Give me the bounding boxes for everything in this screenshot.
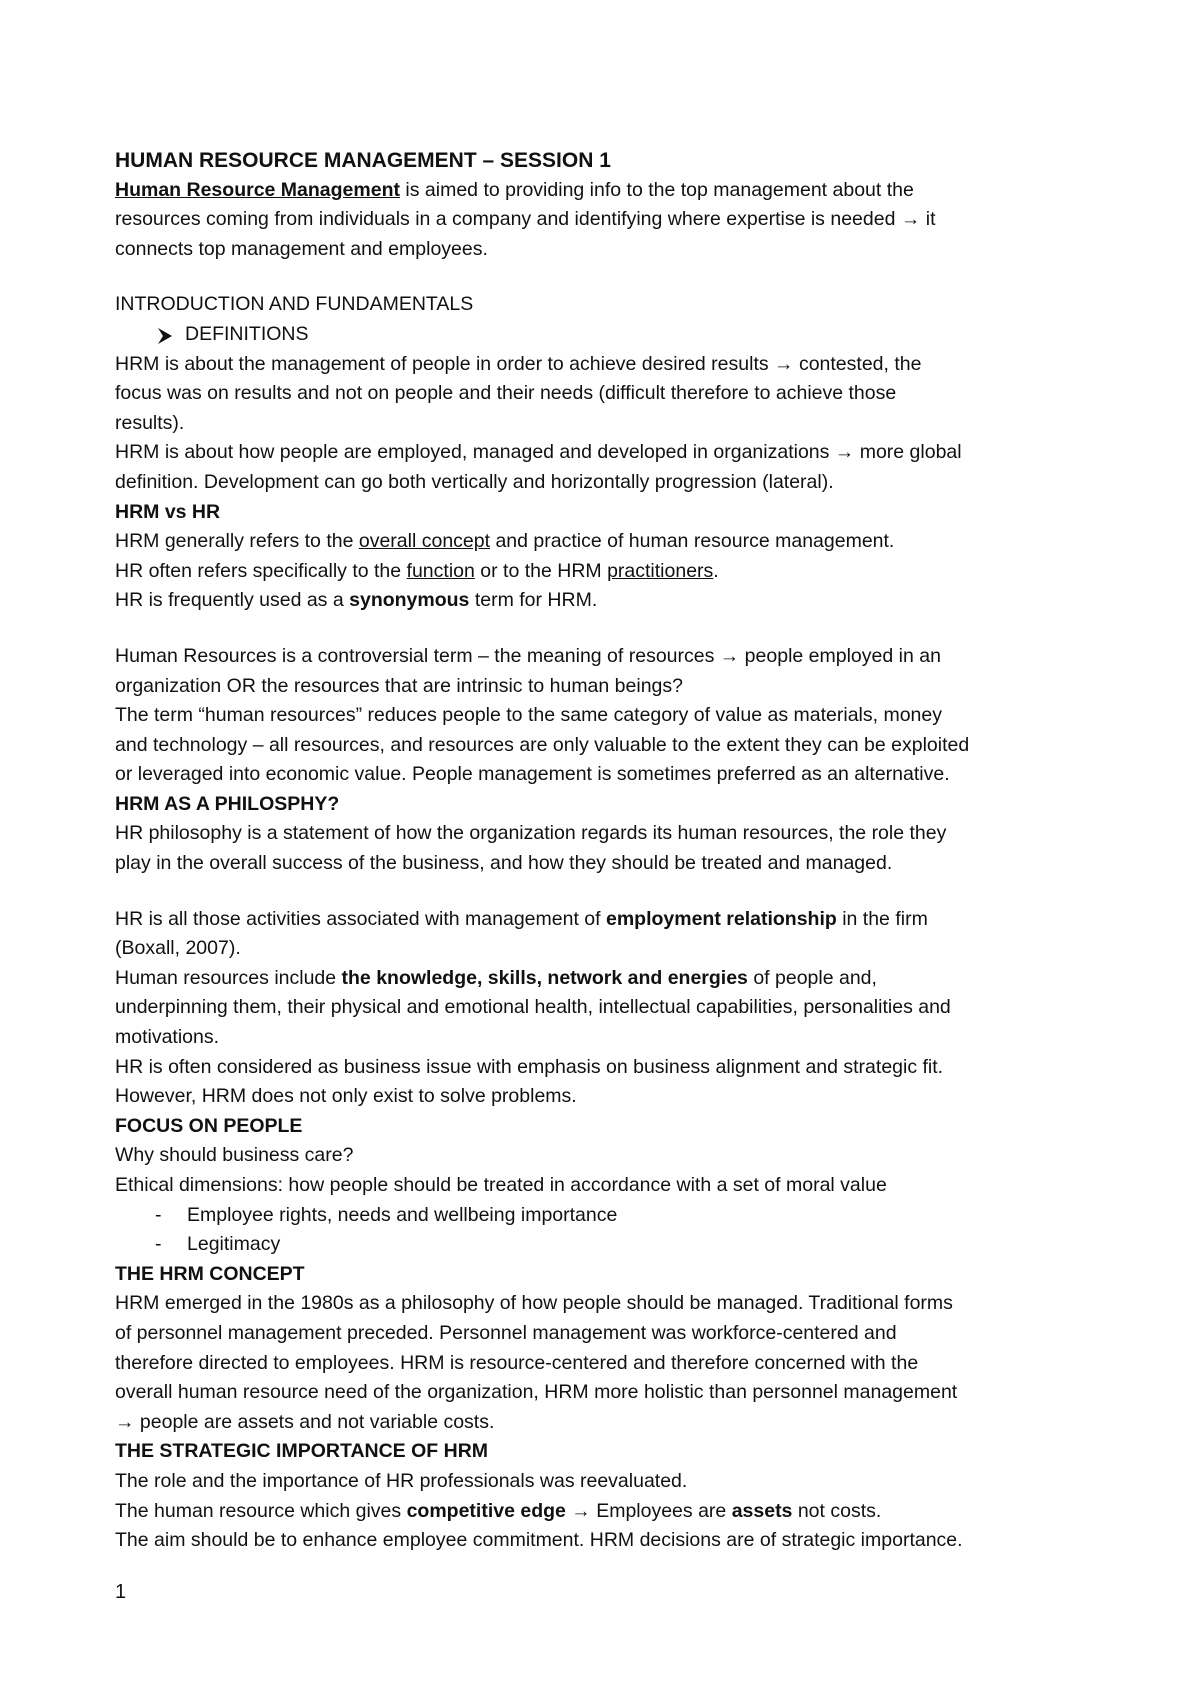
focus-line-2: Ethical dimensions: how people should be treated in accordance with a set of moral value — [115, 1174, 887, 1196]
section-heading-concept: THE HRM CONCEPT — [115, 1262, 305, 1285]
section-heading-philosophy: HRM AS A PHILOSPHY? — [115, 792, 340, 815]
list-item: - Legitimacy — [155, 1233, 281, 1256]
list-item: - Employee rights, needs and wellbeing importance — [155, 1203, 618, 1226]
definitions-line-2: focus was on results and not on people and their needs (difficult therefore to achieve those — [115, 382, 897, 405]
activities-line-1: HR is all those activities associated with management of employment relationship in the firm — [115, 907, 928, 930]
section-heading-strategic: THE STRATEGIC IMPORTANCE OF HRM — [115, 1440, 489, 1463]
definitions-line-4: HRM is about how people are employed, managed and developed in organizations → more global — [115, 441, 962, 464]
document-page — [115, 146, 1115, 1556]
definitions-line-3: results). — [115, 411, 185, 434]
activities-line-5: motivations. — [115, 1026, 220, 1049]
hrm-vs-hr-line-2: HR often refers specifically to the function or to the HRM practitioners. — [115, 559, 719, 582]
spacer — [115, 264, 1115, 290]
concept-line-5: → people are assets and not variable costs. — [115, 1410, 495, 1433]
bullet-definitions-label: DEFINITIONS — [185, 322, 309, 345]
section-heading-focus: FOCUS ON PEOPLE — [115, 1114, 303, 1137]
activities-line-7: However, HRM does not only exist to solve problems. — [115, 1085, 577, 1108]
spacer — [115, 616, 1115, 642]
definitions-line-1: HRM is about the management of people in order to achieve desired results → contested, the — [115, 352, 922, 375]
intro-term: Human Resource Management — [115, 178, 400, 201]
document-title: HUMAN RESOURCE MANAGEMENT – SESSION 1 — [115, 149, 611, 172]
human-resources-line-2: organization OR the resources that are intrinsic to human beings? — [115, 674, 683, 697]
strategic-line-2: The human resource which gives competitive edge → Employees are assets not costs. — [115, 1499, 882, 1522]
hrm-vs-hr-line-3: HR is frequently used as a synonymous term for HRM. — [115, 589, 598, 612]
activities-line-3: Human resources include the knowledge, skills, network and energies of people and, — [115, 966, 877, 989]
strategic-line-1: The role and the importance of HR professionals was reevaluated. — [115, 1469, 688, 1492]
concept-line-4: overall human resource need of the organization, HRM more holistic than personnel management — [115, 1381, 958, 1404]
intro-line-3: connects top management and employees. — [115, 237, 488, 260]
concept-line-1: HRM emerged in the 1980s as a philosophy of how people should be managed. Traditional forms — [115, 1292, 953, 1315]
activities-line-6: HR is often considered as business issue with emphasis on business alignment and strategic fit. — [115, 1055, 944, 1078]
intro-line-2: resources coming from individuals in a company and identifying where expertise is needed → it — [115, 208, 936, 231]
human-resources-line-4: and technology – all resources, and resources are only valuable to the extent they can be exploited — [115, 733, 970, 756]
human-resources-line-1: Human Resources is a controversial term – the meaning of resources → people employed in an — [115, 644, 941, 667]
section-heading-introduction: INTRODUCTION AND FUNDAMENTALS — [115, 293, 474, 316]
section-heading-hrm-vs-hr: HRM vs HR — [115, 500, 221, 523]
concept-line-3: therefore directed to employees. HRM is resource-centered and therefore concerned with the — [115, 1351, 919, 1374]
bullet-definitions — [115, 320, 1115, 350]
spacer — [115, 879, 1115, 905]
definitions-line-5: definition. Development can go both vertically and horizontally progression (lateral). — [115, 470, 834, 493]
intro-line-1: Human Resource Management is aimed to providing info to the top management about the — [115, 178, 914, 201]
arrowhead-bullet-icon — [157, 327, 173, 345]
philosophy-line-1: HR philosophy is a statement of how the organization regards its human resources, the role they — [115, 822, 947, 845]
hrm-vs-hr-line-1: HRM generally refers to the overall concept and practice of human resource management. — [115, 530, 895, 553]
activities-line-2: (Boxall, 2007). — [115, 937, 241, 960]
human-resources-line-5: or leveraged into economic value. People management is sometimes preferred as an alternative. — [115, 763, 950, 786]
human-resources-line-3: The term “human resources” reduces people to the same category of value as materials, money — [115, 704, 942, 727]
focus-line-1: Why should business care? — [115, 1144, 354, 1167]
page-number: 1 — [115, 1581, 127, 1603]
philosophy-line-2: play in the overall success of the business, and how they should be treated and managed. — [115, 852, 893, 875]
strategic-line-3: The aim should be to enhance employee commitment. HRM decisions are of strategic importance. — [115, 1529, 963, 1552]
concept-line-2: of personnel management preceded. Personnel management was workforce-centered and — [115, 1321, 897, 1344]
activities-line-4: underpinning them, their physical and emotional health, intellectual capabilities, personalities and — [115, 996, 951, 1019]
